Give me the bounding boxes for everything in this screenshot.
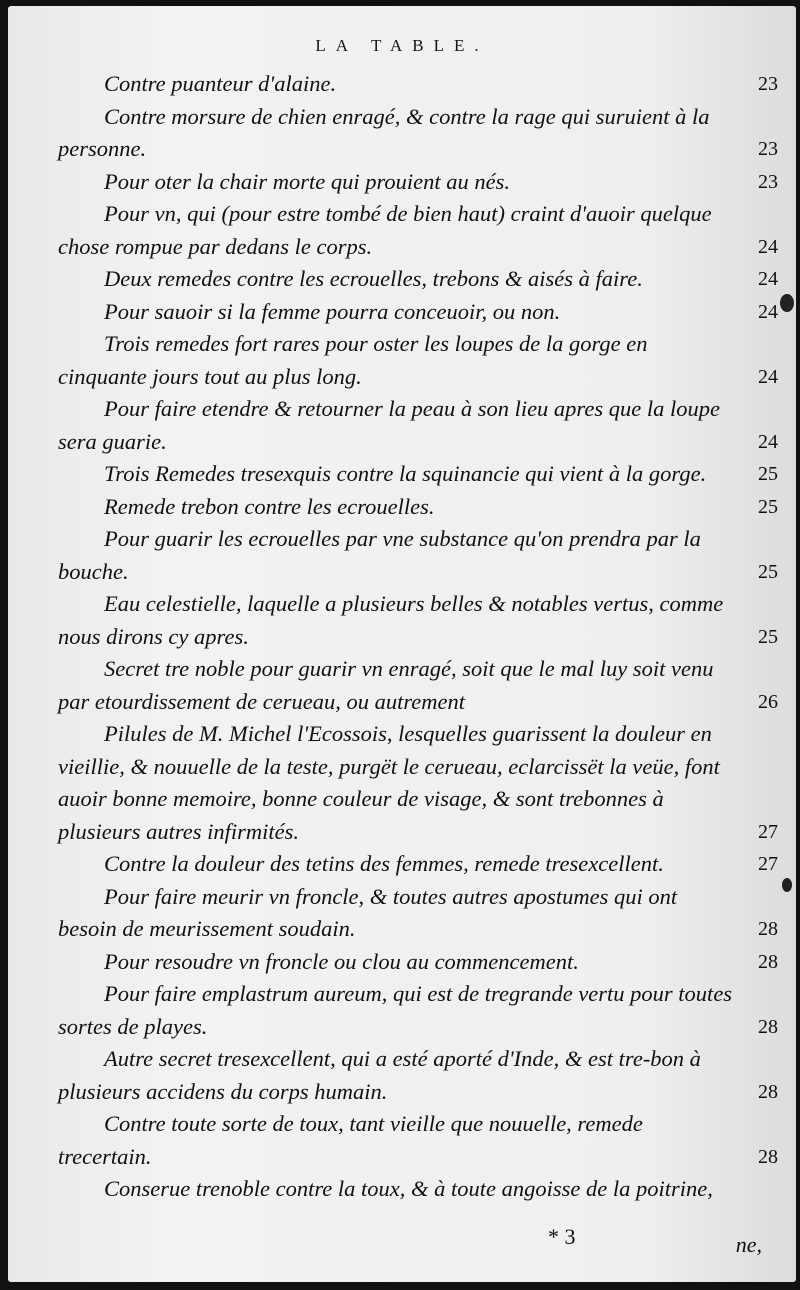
table-entries — [58, 68, 778, 1206]
entry-title: Pilules de M. Michel l'Ecossois, lesquelles guarissent la douleur en vieillie, & nouuelle de la teste, purgët le cerueau, eclarcissët la veüe, font auoir bonne memoire, bonne couleur de visage, & sont trebonnes à plusieurs autres infirmités. — [58, 721, 720, 844]
entry-title: Contre la douleur des tetins des femmes, remede tresexcellent. — [104, 851, 664, 876]
entry-title: Autre secret tresexcellent, qui a esté aporté d'Inde, & est tre-bon à plusieurs accidens du corps humain. — [58, 1046, 701, 1104]
table-entry — [58, 198, 778, 263]
entry-page-number: 28 — [758, 1080, 778, 1103]
table-entry — [58, 393, 778, 458]
entry-page-number: 23 — [758, 170, 778, 193]
table-entry — [58, 1043, 778, 1108]
table-entry — [58, 328, 778, 393]
table-entry — [58, 848, 778, 881]
entry-title: Contre toute sorte de toux, tant vieille que nouuelle, remede trecertain. — [58, 1111, 643, 1169]
entry-page-number: 24 — [758, 268, 778, 290]
entry-page-number: 23 — [758, 138, 778, 160]
table-entry — [58, 263, 778, 296]
entry-page-number: 24 — [758, 430, 778, 453]
entry-title: Pour sauoir si la femme pourra conceuoir, ou non. — [104, 298, 561, 324]
entry-title: Remede trebon contre les ecrouelles. — [104, 493, 435, 519]
book-page — [8, 6, 796, 1282]
entry-page-number: 25 — [758, 495, 778, 518]
table-entry — [58, 491, 778, 524]
entry-page-number: 27 — [758, 853, 778, 875]
table-entry — [58, 588, 778, 653]
ink-blot-icon — [780, 294, 794, 312]
entry-title: Eau celestielle, laquelle a plusieurs belles & notables vertus, comme nous dirons cy apres. — [58, 591, 724, 649]
table-entry — [58, 458, 778, 491]
entry-title: Conserue trenoble contre la toux, & à toute angoisse de la poitrine, — [104, 1176, 713, 1201]
table-entry — [58, 296, 778, 329]
entry-title: Contre morsure de chien enragé, & contre la rage qui suruient à la personne. — [58, 103, 710, 161]
table-entry — [58, 881, 778, 946]
entry-title: Pour vn, qui (pour estre tombé de bien haut) craint d'auoir quelque chose rompue par dedans le corps. — [58, 201, 712, 259]
entry-title: Deux remedes contre les ecrouelles, trebons & aisés à faire. — [104, 266, 643, 291]
table-entry — [58, 978, 778, 1043]
entry-title: Pour resoudre vn froncle ou clou au commencement. — [104, 948, 579, 974]
catchword: ne, — [735, 1232, 762, 1257]
table-entry — [58, 101, 778, 166]
entry-page-number: 25 — [758, 560, 778, 583]
entry-title: Secret tre noble pour guarir vn enragé, soit que le mal luy soit venu par etourdissement de cerueau, ou autrement — [58, 656, 714, 714]
entry-page-number: 23 — [758, 73, 778, 95]
entry-page-number: 26 — [758, 690, 778, 713]
entry-page-number: 24 — [758, 300, 778, 323]
table-entry — [58, 1173, 778, 1206]
entry-page-number: 25 — [758, 625, 778, 648]
table-entry — [58, 68, 778, 101]
entry-page-number: 28 — [758, 1015, 778, 1038]
entry-page-number: 25 — [758, 463, 778, 485]
entry-title: Pour oter la chair morte qui prouient au nés. — [104, 168, 511, 194]
table-entry — [58, 946, 778, 979]
table-entry — [58, 653, 778, 718]
entry-page-number: 28 — [758, 950, 778, 973]
ink-blot-icon — [782, 878, 792, 892]
entry-page-number: 28 — [758, 1145, 778, 1168]
entry-page-number: 28 — [758, 918, 778, 940]
entry-title: Pour faire emplastrum aureum, qui est de tregrande vertu pour toutes sortes de playes. — [58, 981, 733, 1039]
signature-mark: * 3 — [548, 1224, 576, 1249]
entry-title: Pour faire etendre & retourner la peau à son lieu apres que la loupe sera guarie. — [58, 396, 720, 454]
entry-title: Contre puanteur d'alaine. — [104, 71, 337, 96]
table-entry — [58, 523, 778, 588]
entry-page-number: 24 — [758, 235, 778, 258]
table-entry — [58, 166, 778, 199]
entry-page-number: 27 — [758, 820, 778, 843]
entry-title: Trois Remedes tresexquis contre la squinancie qui vient à la gorge. — [104, 461, 707, 486]
table-entry — [58, 718, 778, 848]
entry-title: Pour guarir les ecrouelles par vne substance qu'on prendra par la bouche. — [58, 526, 701, 584]
entry-title: Pour faire meurir vn froncle, & toutes autres apostumes qui ont besoin de meurissement soudain. — [58, 883, 678, 941]
entry-title: Trois remedes fort rares pour oster les loupes de la gorge en cinquante jours tout au plus long. — [58, 331, 648, 389]
entry-page-number: 24 — [758, 365, 778, 388]
table-entry — [58, 1108, 778, 1173]
page-header: LA TABLE. — [315, 36, 489, 55]
